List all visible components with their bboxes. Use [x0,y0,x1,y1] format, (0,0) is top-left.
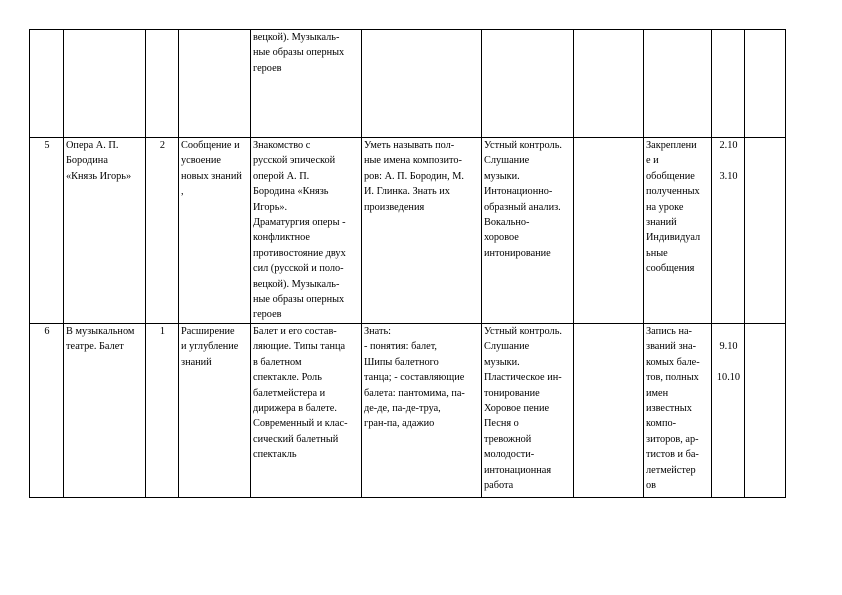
lesson-date-plan [712,30,745,138]
lesson-date-plan: 9.10 10.10 [712,323,745,497]
lesson-control: Устный контроль. Слушание музыки. Интонационно- образный анализ. Вокально- хоровое интонирование [482,138,574,324]
lesson-extra [574,30,644,138]
lesson-extra [574,323,644,497]
lesson-type: Сообщение и усвоение новых знаний , [179,138,251,324]
lesson-content: Знакомство с русской эпической оперой А. П. Бородина «Князь Игорь». Драматургия оперы - конфликтное противостояние двух сил (русской и поло- вецкой). Музыкаль- ные образы оперных героев [251,138,362,324]
table-row [30,138,786,324]
lesson-hours [146,30,179,138]
lesson-hours: 1 [146,323,179,497]
lesson-date-fact [745,138,786,324]
lesson-hours: 2 [146,138,179,324]
lesson-homework: Закреплени е и обобщение полученных на уроке знаний Индивидуал ьные сообщения [644,138,712,324]
lesson-homework [644,30,712,138]
lesson-number: 5 [30,138,64,324]
lesson-type: Расширение и углубление знаний [179,323,251,497]
lesson-requirements: Знать: - понятия: балет, Шипы балетного танца; - составляющие балета: пантомима, па- де-де, па-де-труа, гран-па, адажио [362,323,482,497]
lesson-control [482,30,574,138]
lesson-topic: В музыкальном театре. Балет [64,323,146,497]
lesson-content: вецкой). Музыкаль- ные образы оперных героев [251,30,362,138]
table-row [30,30,786,138]
lesson-requirements [362,30,482,138]
lesson-date-plan: 2.10 3.10 [712,138,745,324]
lesson-control: Устный контроль. Слушание музыки. Пластическое ин- тонирование Хоровое пение Песня о тревожной молодости- интонационная работа [482,323,574,497]
lesson-number: 6 [30,323,64,497]
lesson-plan-table [29,29,786,498]
lesson-requirements: Уметь называть пол- ные имена композито- ров: А. П. Бородин, М. И. Глинка. Знать их произведения [362,138,482,324]
lesson-type [179,30,251,138]
lesson-extra [574,138,644,324]
lesson-date-fact [745,30,786,138]
lesson-homework: Запись на- званий зна- комых бале- тов, полных имен известных компо- зиторов, ар- тистов и ба- летмейстер ов [644,323,712,497]
table-row [30,323,786,497]
lesson-number [30,30,64,138]
lesson-topic [64,30,146,138]
lesson-content: Балет и его состав- ляющие. Типы танца в балетном спектакле. Роль балетмейстера и дирижера в балете. Современный и клас- сический балетный спектакль [251,323,362,497]
lesson-topic: Опера А. П. Бородина «Князь Игорь» [64,138,146,324]
lesson-date-fact [745,323,786,497]
